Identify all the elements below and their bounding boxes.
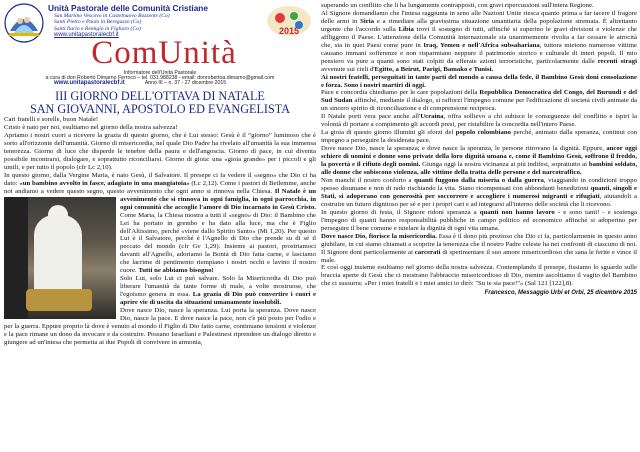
- year-badge-text: 2015: [278, 26, 300, 36]
- paragraph: In questo giorno, dalla Vergine Maria, è nato Gesù, il Salvatore. Il presepe ci fa vedere il «segno» che Dio ci ha dato: «un bambino avvolto in fasce, adagiato in una mangiatoia» (Lc 2,12). Come i pastori di Betlemme, anche noi andiamo a vedere questo segno, questo avvenimento che ogni anno si rinnova nella Chiesa. Il Natale è un avvenimento che si rinnova in ogni famiglia, in ogni parrocchia, in ogni comunità che accoglie l'amore di Dio incarnato in Gesù Cristo. Come Maria, la Chiesa mostra a tutti il «segno» di Dio: il Bambino che Lei ha portato in grembo e ha dato alla luce, ma che è Figlio dell'Altissimo, perché «viene dallo Spirito Santo» (Mt 1,20). Per questo Lui è il Salvatore, perché è l'Agnello di Dio che prende su di sé il peccato del mondo (cfr Gv 1,29). Insieme ai pastori, prostriamoci davanti all'Agnello, adoriamo la Bontà di Dio fatta carne, e lasciamo che lacrime di pentimento riempiano i nostri occhi e lavino il nostro cuore. Tutti ne abbiamo bisogno!: [4, 172, 316, 275]
- paragraph: Dove nasce Dio, fiorisce la misericordia. Essa è il dono più prezioso che Dio ci fa, particolarmente in questo anno giubilare, in cui siamo chiamati a scoprire la tenerezza che il nostro Padre celeste ha nei confronti di ciascuno di noi. Il Signore doni particolarmente ai carcerati di sperimentare il suo amore misericordioso che sana le ferite e vince il male.: [321, 232, 637, 264]
- paragraph: Non manchi il nostro conforto a quanti fuggono dalla miseria o dalla guerra, viaggiando in condizioni troppo spesso disumane e non di rado rischiando la vita. Siano ricompensati con abbondanti benedizioni quanti, singoli e Stati, si adoperano con generosità per soccorrere e accogliere i numerosi migranti e rifugiati, aiutandoli a costruire un futuro dignitoso per sé e per i propri cari e ad integrarsi all'interno delle società che li ricevono.: [321, 176, 637, 208]
- paragraph: Apriamo i nostri cuori a ricevere la grazia di questo giorno, che è Lui stesso: Gesù è il “giorno” luminoso che è sorto all'orizzonte dell'umanità. Giorno di misericordia, nel quale Dio Padre ha rivelato all'umanità la sua immensa tenerezza. Giorno di luce che disperde le tenebre della paura e dell'angoscia. Giorno di pace, in cui diventa possibile incontrarsi, dialogare, e soprattutto riconciliarsi. Giorno di gioia: una «gioia grande» per i piccoli e gli umili, e per tutto il popolo (cfr Lc 2,10).: [4, 132, 316, 171]
- parish-line: San Martino Vescovo in Castelnuovo Bozzente (Co): [54, 13, 170, 19]
- paragraph: Solo Lui, solo Lui ci può salvare. Solo la Misericordia di Dio può liberare l'umanità da tante forme di male, a volte mostruose, che l'egoismo genera in essa. La grazia di Dio può convertire i cuori e aprire vie di uscita da situazioni umanamente insolubili.: [120, 275, 316, 307]
- paragraph: In questo giorno di festa, il Signore ridoni speranza a quanti non hanno lavoro - e sono tanti! - e sostenga l'impegno di quanti hanno responsabilità pubbliche in campo politico ed economico affinché si adoperino per perseguire il bene comune e tutelare la dignità di ogni vita umana.: [321, 208, 637, 232]
- paragraph: Dove nasce Dio, nasce la speranza; e dove nasce la speranza, le persone ritrovano la dignità. Eppure, ancor oggi schiere di uomini e donne sono private della loro dignità umana e, come il Bambino Gesù, soffrono il freddo, la povertà e il rifiuto degli uomini. Giunga oggi la nostra vicinanza ai più indifesi, soprattutto ai bambini soldato, alle donne che subiscono violenza, alle vittime della tratta delle persone e del narcotraffico.: [321, 145, 637, 177]
- paragraph: Pace e concordia chiediamo per le care popolazioni della Repubblica Democratica del Congo, del Burundi e del Sud Sudan affinché, mediante il dialogo, si rafforzi l'impegno comune per l'edificazione di società civili animate da un sincero spirito di riconciliazione e di comprensione reciproca.: [321, 89, 637, 113]
- paragraph: superando un conflitto che li ha lungamente contrapposti, con gravi ripercussioni sull'intera Regione.: [321, 2, 594, 9]
- org-name: Unità Pastorale delle Comunità Cristiane: [48, 3, 208, 13]
- paragraph: La gioia di questo giorno illumini gli sforzi del popolo colombiano perché, animato dalla speranza, continui con impegno a perseguire la desiderata pace.: [321, 129, 637, 145]
- org-block: [48, 4, 253, 39]
- masthead-header: [4, 2, 316, 88]
- paragraph: Dove nasce Dio, nasce la speranza. Lui porta la speranza. Dove nasce Dio, nasce la pace. E dove nasce la pace, non c'è più posto per l'odio e per la guerra. Eppure proprio là dove è venuto al mondo il Figlio di Dio fatto carne, continuano tensioni e violenze e la pace rimane un dono da invocare e da costruire. Possano Israeliani e Palestinesi riprendere un dialogo diretto e giungere ad un'intesa che permetta ai due Popoli di convivere in armonia,: [4, 307, 316, 346]
- pope-photo: [4, 197, 116, 319]
- issue-line: [54, 80, 314, 86]
- article-body-left: [4, 116, 316, 347]
- paragraph: Al Signore domandiamo che l'intesa raggiunta in seno alle Nazioni Unite riesca quanto prima a far tacere il fragore delle armi in Siria e a rimediare alla gravissima situazione umanitaria della popolazione stremata. È altrettanto urgente che l'accordo sulla Libia trovi il sostegno di tutti, affinché si superino le gravi divisioni e violenze che affliggono il Paese. L'attenzione della Comunità internazionale sia unanimemente rivolta a far cessare le atrocità che, sia in quei Paesi come pure in Iraq, Yemen e nell'Africa subsahariana, tuttora mietono numerose vittime causano immani sofferenze e non risparmiano neppure il patrimonio storico e culturale di interi popoli. Il mio pensiero va pure a quanti sono stati colpiti da efferate azioni terroristiche, particolarmente dalle recenti stragi avvenute sui cieli d'Egitto, a Beirut, Parigi, Bamako e Tunisi.: [321, 9, 637, 73]
- paragraph: E così oggi insieme esultiamo nel giorno della nostra salvezza. Contemplando il presepe, fissiamo lo sguardo sulle braccia aperte di Gesù che ci mostrano l'abbraccio misericordioso di Dio, mentre ascoltiamo il vagito del Bambino che ci sussurra: «Per i miei fratelli e i miei amici io dirò: "Su te sia pace!"» (Sal 121 [122],8).: [321, 264, 637, 288]
- title-line-2: SAN GIOVANNI, APOSTOLO ED EVANGELISTA: [29, 101, 291, 116]
- year-badge: [266, 4, 312, 38]
- parish-line: Santi Pietro e Paolo in Beregazzo (Co): [54, 19, 142, 26]
- parish-line: Santi Ilario e Remigio in Figliaro (Co): [54, 25, 141, 32]
- article-body-right: [321, 2, 637, 298]
- jubilee-logo-icon: [4, 3, 44, 43]
- site-link[interactable]: www.unitapastoralecbf.it: [54, 32, 119, 39]
- right-column: [321, 2, 637, 450]
- paragraph: Cristo è nato per noi, esultiamo nel giorno della nostra salvezza!: [4, 124, 178, 132]
- site-bold[interactable]: www.unitapastoralecbf.it: [54, 80, 125, 86]
- paragraph: Il Natale porti vera pace anche all'Ucraina, offra sollievo a chi subisce le conseguenze del conflitto e ispiri la volontà di portare a compimento gli accordi presi, per ristabilire la concordia nell'intero Paese.: [321, 113, 637, 129]
- issue-date: Anno III – n. 37 - 27 dicembre 2015: [144, 80, 227, 86]
- article-title: [4, 90, 316, 115]
- signature: Francesco, Messaggio Urbi et Orbi, 25 dicembre 2015: [484, 290, 637, 297]
- title-line-1: III GIORNO DELL'OTTAVA DI NATALE: [55, 89, 265, 103]
- left-column: [4, 2, 316, 450]
- paragraph: Ai nostri fratelli, perseguitati in tante parti del mondo a causa della fede, il Bambino Gesù doni consolazione e forza. Sono i nostri martiri di oggi.: [321, 73, 637, 89]
- editor-line: a cura di don Roberto Dimarno Ferroco – tel. 031.988238 - email: donrobertoa.dimarno@gmail.com: [45, 75, 275, 81]
- informer-line: Informatore dell'Unità Pastorale: [123, 70, 197, 76]
- masthead-title: ComUnità: [91, 35, 237, 71]
- paragraph: Cari fratelli e sorelle, buon Natale!: [4, 116, 99, 124]
